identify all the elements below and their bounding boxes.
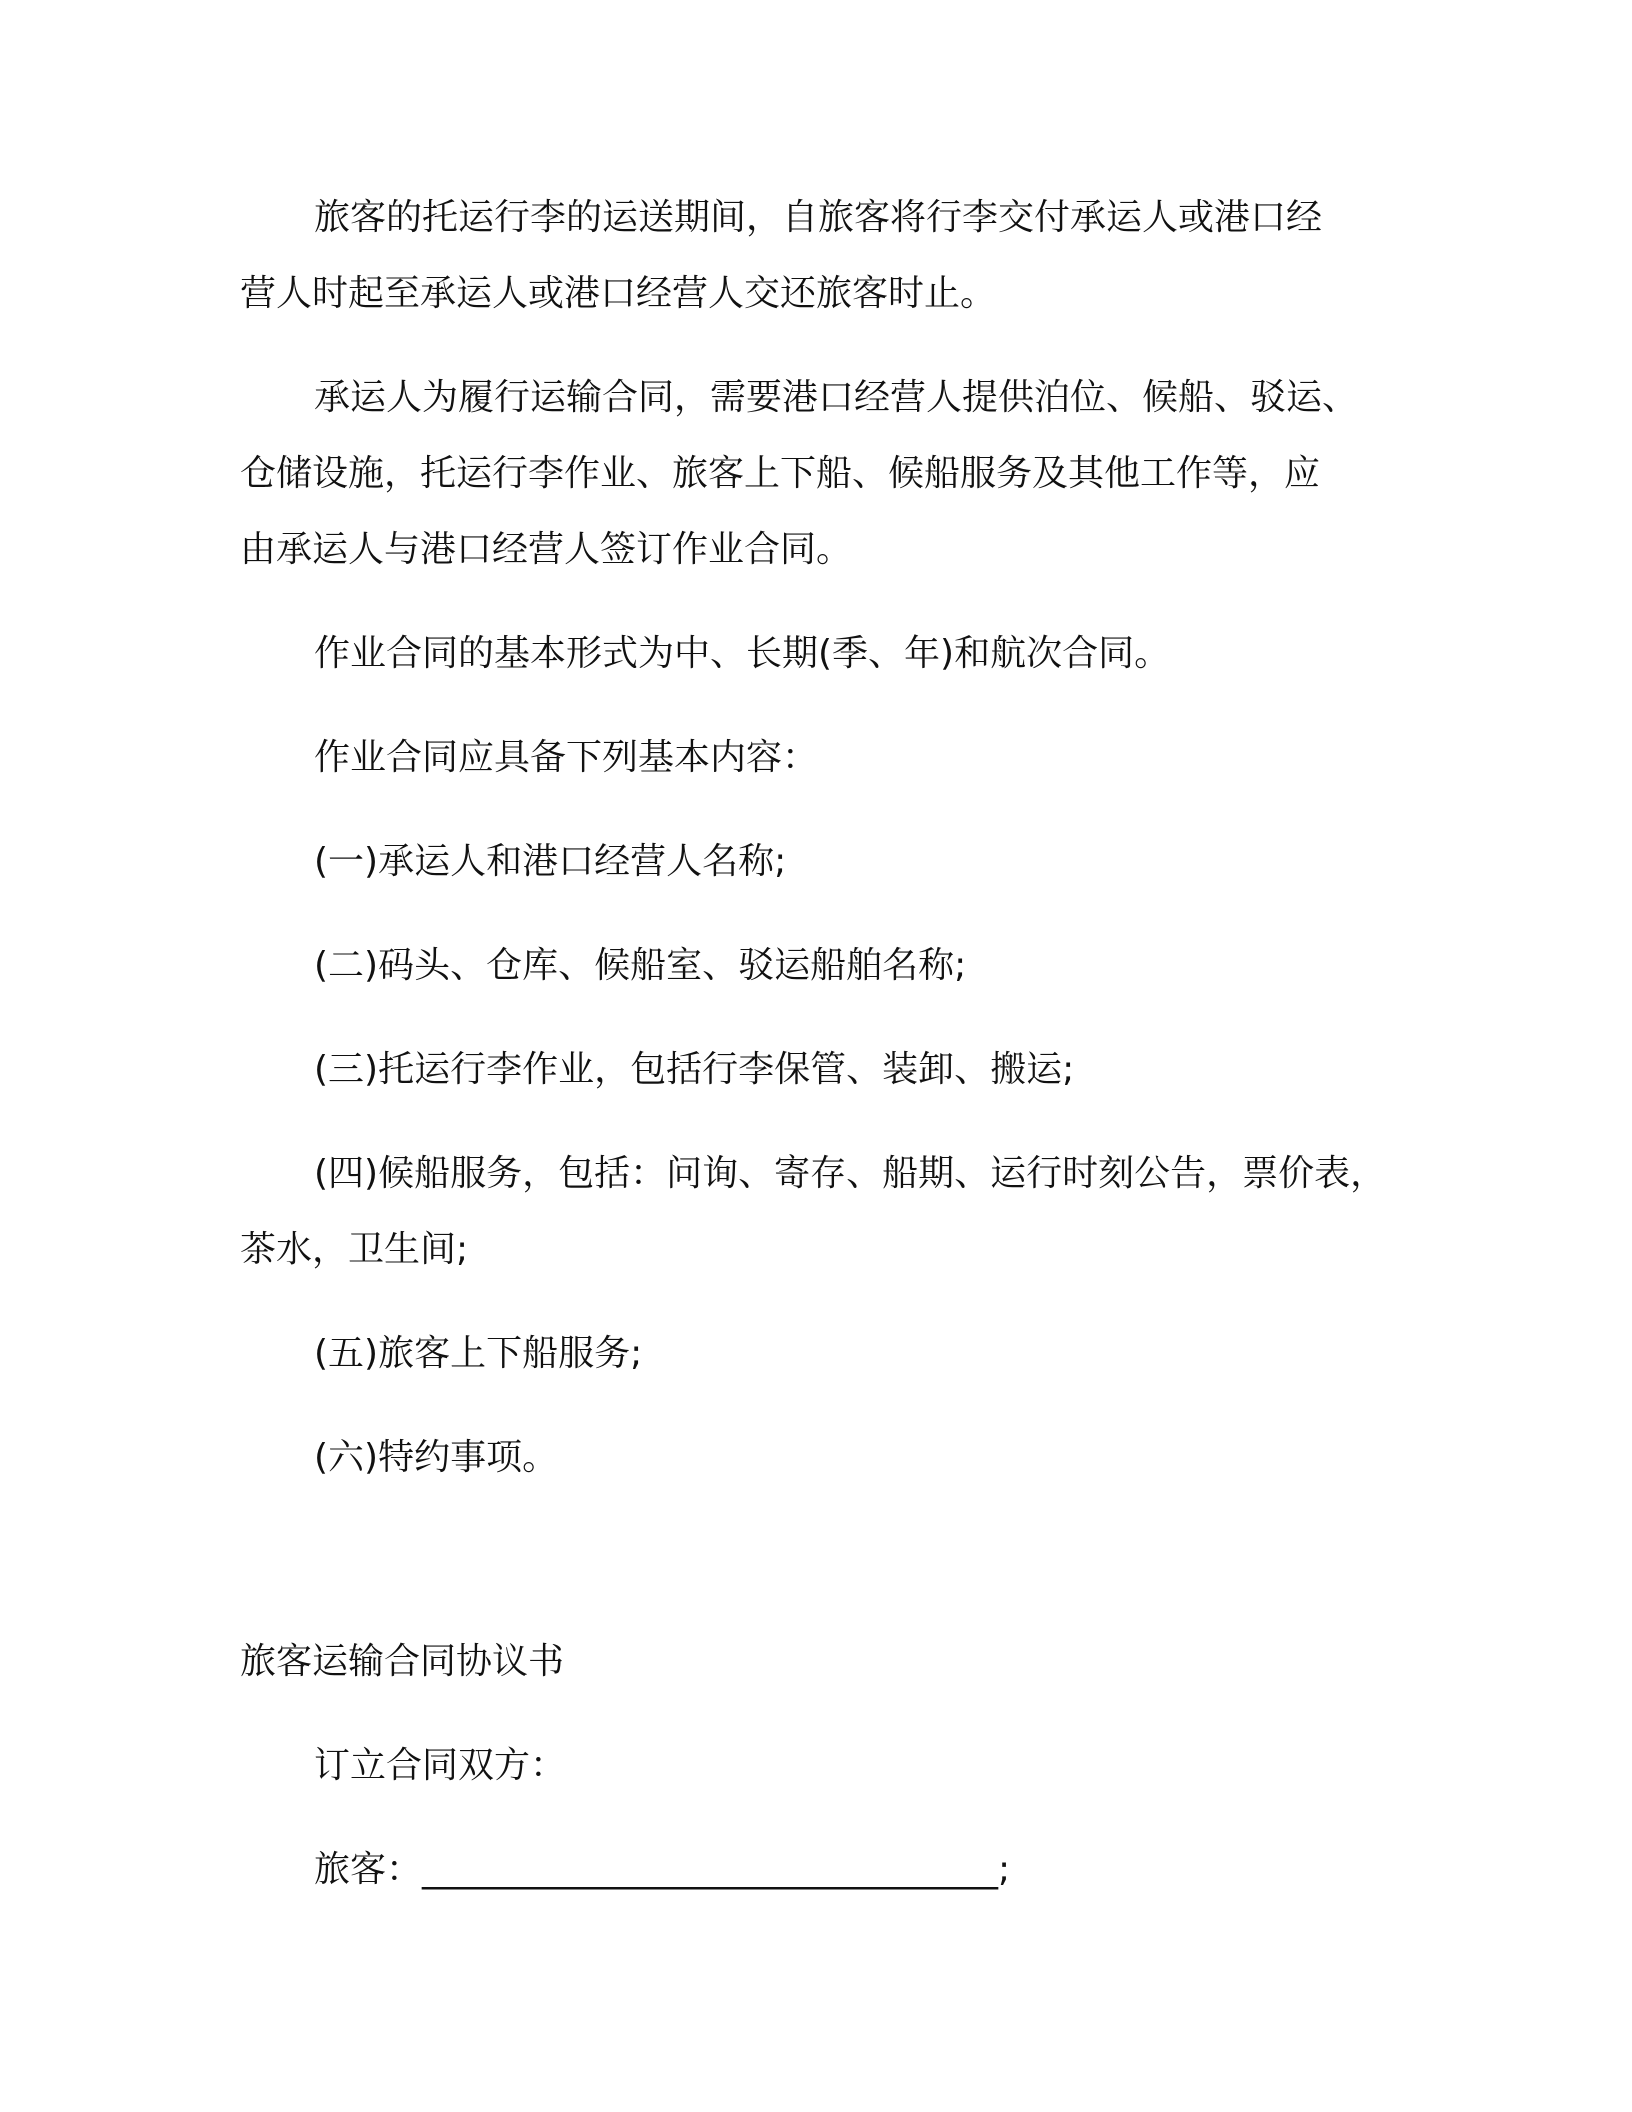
paragraph-1-line-2: 营人时起至承运人或港口经营人交还旅客时止。 [240,273,997,314]
paragraph-1-line-1: 旅客的托运行李的运送期间，自旅客将行李交付承运人或港口经 [314,197,1323,238]
parties-label: 订立合同双方： [314,1745,567,1786]
list-item-1: (一)承运人和港口经营人名称; [314,841,787,882]
paragraph-3: 作业合同的基本形式为中、长期(季、年)和航次合同。 [314,633,1171,674]
section-heading: 旅客运输合同协议书 [240,1641,565,1682]
paragraph-2-line-1: 承运人为履行运输合同，需要港口经营人提供泊位、候船、驳运、 [314,377,1359,418]
list-item-3: (三)托运行李作业，包括行李保管、装卸、搬运; [314,1049,1075,1090]
paragraph-4: 作业合同应具备下列基本内容： [314,737,819,778]
list-item-4-line-2: 茶水，卫生间; [240,1229,469,1270]
list-item-4-line-1: (四)候船服务，包括：问询、寄存、船期、运行时刻公告，票价表， [314,1153,1387,1194]
passenger-field-line: 旅客：________________________________; [314,1849,1011,1890]
list-item-6: (六)特约事项。 [314,1437,559,1478]
list-item-2: (二)码头、仓库、候船室、驳运船舶名称; [314,945,967,986]
paragraph-2-line-2: 仓储设施，托运行李作业、旅客上下船、候船服务及其他工作等，应 [240,453,1321,494]
list-item-5: (五)旅客上下船服务; [314,1333,643,1374]
paragraph-2-line-3: 由承运人与港口经营人签订作业合同。 [240,529,853,570]
